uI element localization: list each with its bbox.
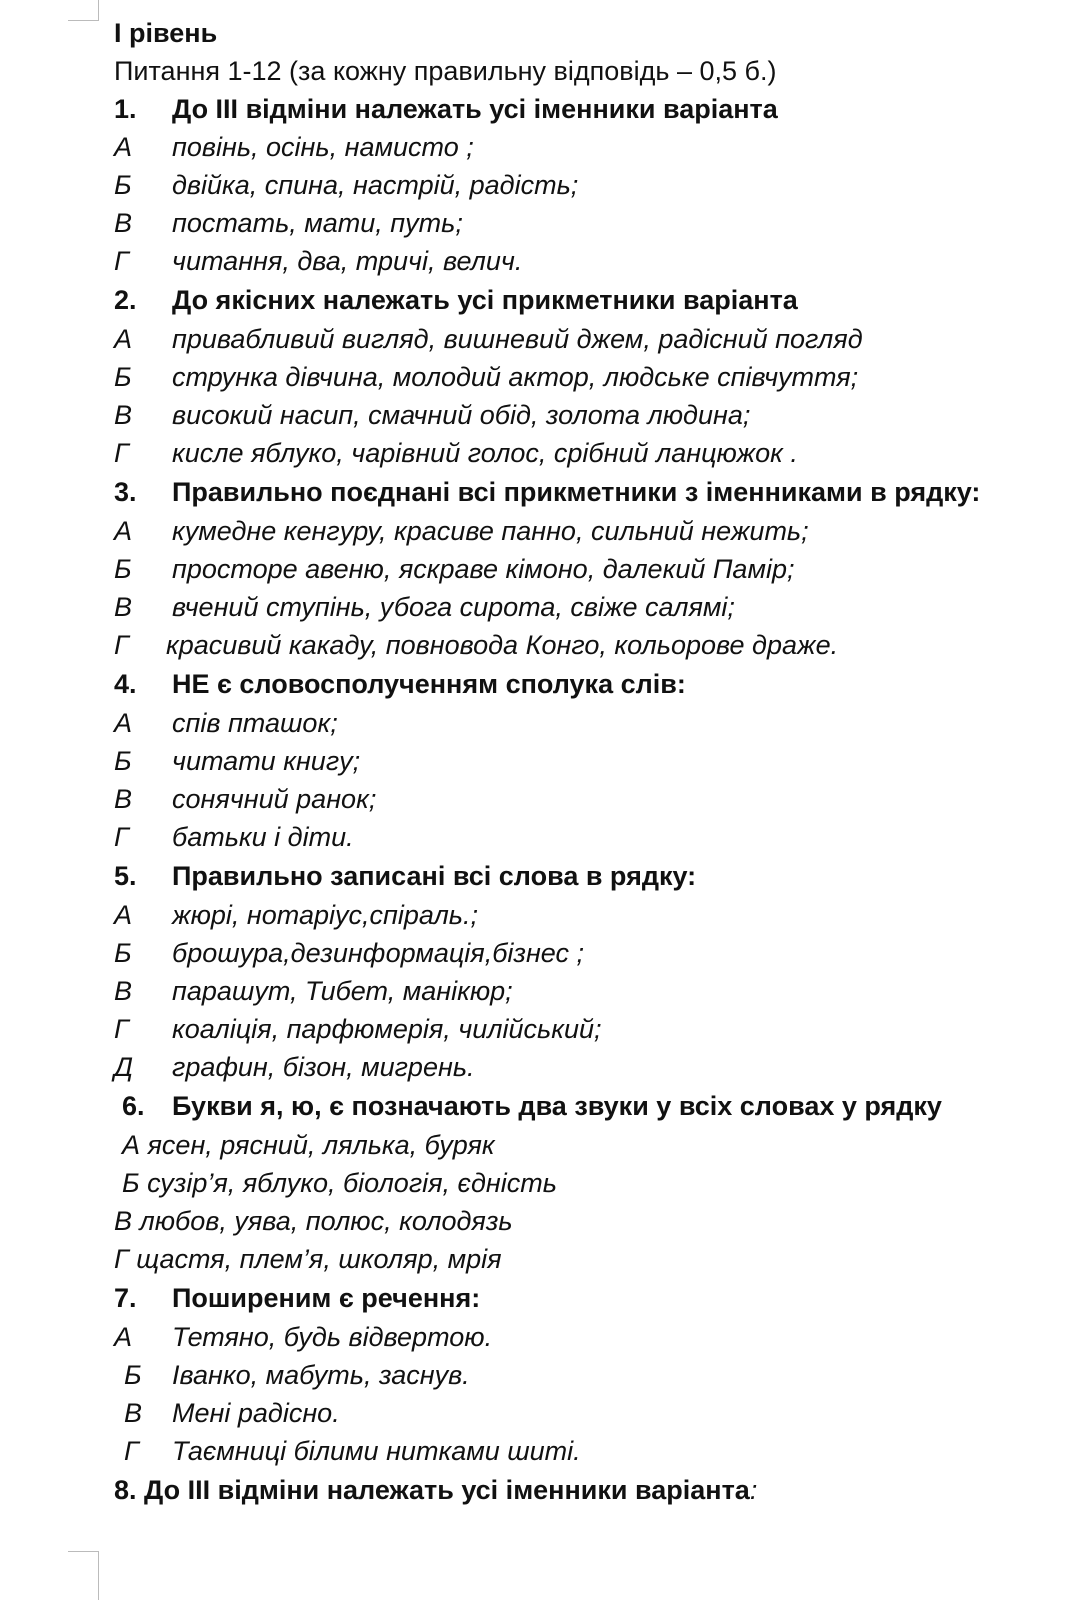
option-letter: Б: [114, 746, 132, 776]
option: [114, 320, 863, 358]
option: [114, 818, 354, 856]
option-text: струнка дівчина, молодий актор, людське співчуття;: [172, 362, 859, 392]
questions-subheading: Питання 1-12 (за кожну правильну відповідь – 0,5 б.): [114, 56, 777, 86]
option: [114, 166, 578, 204]
question-7: [114, 1279, 480, 1317]
option: [114, 128, 474, 166]
option: [114, 972, 513, 1010]
level-heading: І рівень: [114, 18, 218, 48]
option-text: просторе авеню, яскраве кімоно, далекий Памір;: [172, 554, 795, 584]
question-3: [114, 473, 980, 511]
option: [114, 512, 809, 550]
option-letter: Г: [124, 1436, 139, 1466]
option: [114, 934, 584, 972]
option: Г щастя, плем’я, школяр, мрія: [114, 1244, 502, 1274]
option-text: спів пташок;: [172, 708, 338, 738]
option: [124, 1394, 340, 1432]
question-number: 7.: [114, 1283, 137, 1313]
option-text: батьки і діти.: [172, 822, 354, 852]
option: [114, 742, 360, 780]
option-text: Таємниці білими нитками шиті.: [172, 1436, 581, 1466]
option: [114, 704, 338, 742]
option-text: жюрі, нотаріус,спіраль.;: [172, 900, 479, 930]
question-text: До якісних належать усі прикметники варіанта: [172, 285, 798, 315]
question-text: Поширеним є речення:: [172, 1283, 481, 1313]
option: [114, 204, 463, 242]
question-text: НЕ є словосполученням сполука слів:: [172, 669, 686, 699]
option: [114, 588, 735, 626]
option-letter: В: [114, 592, 133, 622]
option-letter: Г: [114, 630, 129, 660]
option-text: сонячний ранок;: [172, 784, 377, 814]
option: [124, 1356, 470, 1394]
option-letter: А: [114, 708, 133, 738]
option: [124, 1432, 581, 1470]
question-number: 8.: [114, 1475, 137, 1505]
option: [114, 358, 858, 396]
option-text: брошура,дезинформація,бізнес ;: [172, 938, 585, 968]
option-letter: Б: [114, 938, 132, 968]
option-text: Мені радісно.: [172, 1398, 340, 1428]
option: В любов, уява, полюс, колодязь: [114, 1206, 513, 1236]
option-text: вчений ступінь, убога сирота, свіже салямі;: [172, 592, 735, 622]
question-trailing-colon: :: [749, 1475, 758, 1505]
question-text: Правильно записані всі слова в рядку:: [172, 861, 697, 891]
question-number: 5.: [114, 861, 137, 891]
question-number: 2.: [114, 285, 137, 315]
question-text: Правильно поєднані всі прикметники з іменниками в рядку:: [172, 477, 981, 507]
option: [114, 1048, 475, 1086]
option: [114, 896, 478, 934]
option-text: красивий какаду, повновода Конго, кольорове драже.: [166, 630, 839, 660]
option-text: читання, два, тричі, велич.: [172, 246, 523, 276]
option-text: Тетяно, будь відвертою.: [172, 1322, 493, 1352]
option-text: постать, мати, путь;: [172, 208, 463, 238]
option: Б сузір’я, яблуко, біологія, єдність: [122, 1168, 557, 1198]
option-letter: В: [114, 208, 133, 238]
option: [114, 434, 798, 472]
option-letter: А: [114, 132, 133, 162]
option-text: коаліція, парфюмерія, чилійський;: [172, 1014, 602, 1044]
option-letter: В: [114, 976, 133, 1006]
page-corner-mark-top: [68, 0, 99, 21]
option-letter: Г: [114, 822, 129, 852]
option-letter: Г: [114, 438, 129, 468]
option-letter: Г: [114, 1014, 129, 1044]
question-number: 4.: [114, 669, 137, 699]
option-text: привабливий вигляд, вишневий джем, радісний погляд: [172, 324, 863, 354]
question-8: [114, 1471, 757, 1509]
option-letter: А: [114, 900, 133, 930]
question-2: [114, 281, 798, 319]
question-5: [114, 857, 696, 895]
option-text: високий насип, смачний обід, золота людина;: [172, 400, 751, 430]
option: [114, 550, 794, 588]
option-letter: А: [114, 1322, 133, 1352]
question-text: Букви я, ю, є позначають два звуки у всіх словах у рядку: [172, 1091, 942, 1121]
option-text: кумедне кенгуру, красиве панно, сильний нежить;: [172, 516, 809, 546]
option-letter: Г: [114, 246, 129, 276]
option-letter: Б: [114, 170, 132, 200]
question-6: [122, 1087, 942, 1125]
option: [114, 396, 750, 434]
option-text: читати книгу;: [172, 746, 361, 776]
option-letter: В: [124, 1398, 143, 1428]
option-text: Іванко, мабуть, заснув.: [172, 1360, 470, 1390]
option-letter: А: [114, 516, 133, 546]
option-letter: Д: [114, 1052, 134, 1082]
question-text: До ІІІ відміни належать усі іменники варіанта: [144, 1475, 750, 1505]
question-number: 6.: [122, 1091, 145, 1121]
question-1: [114, 90, 778, 128]
option: [114, 242, 522, 280]
question-4: [114, 665, 686, 703]
option-text: графин, бізон, мигрень.: [172, 1052, 475, 1082]
option: [114, 626, 838, 664]
option-letter: Б: [114, 554, 132, 584]
page-corner-mark-bottom: [68, 1551, 99, 1600]
option-text: двійка, спина, настрій, радість;: [172, 170, 579, 200]
option-text: кисле яблуко, чарівний голос, срібний ланцюжок .: [172, 438, 798, 468]
question-text: До ІІІ відміни належать усі іменники варіанта: [172, 94, 778, 124]
option-letter: В: [114, 400, 133, 430]
option-letter: В: [114, 784, 133, 814]
option-letter: А: [114, 324, 133, 354]
question-number: 1.: [114, 94, 137, 124]
option: А ясен, рясний, лялька, буряк: [122, 1130, 495, 1160]
option: [114, 780, 376, 818]
option-text: парашут, Тибет, манікюр;: [172, 976, 513, 1006]
option: [114, 1010, 602, 1048]
option-letter: Б: [114, 362, 132, 392]
question-number: 3.: [114, 477, 137, 507]
option-letter: Б: [124, 1360, 142, 1390]
option-text: повінь, осінь, намисто ;: [172, 132, 474, 162]
option: [114, 1318, 492, 1356]
